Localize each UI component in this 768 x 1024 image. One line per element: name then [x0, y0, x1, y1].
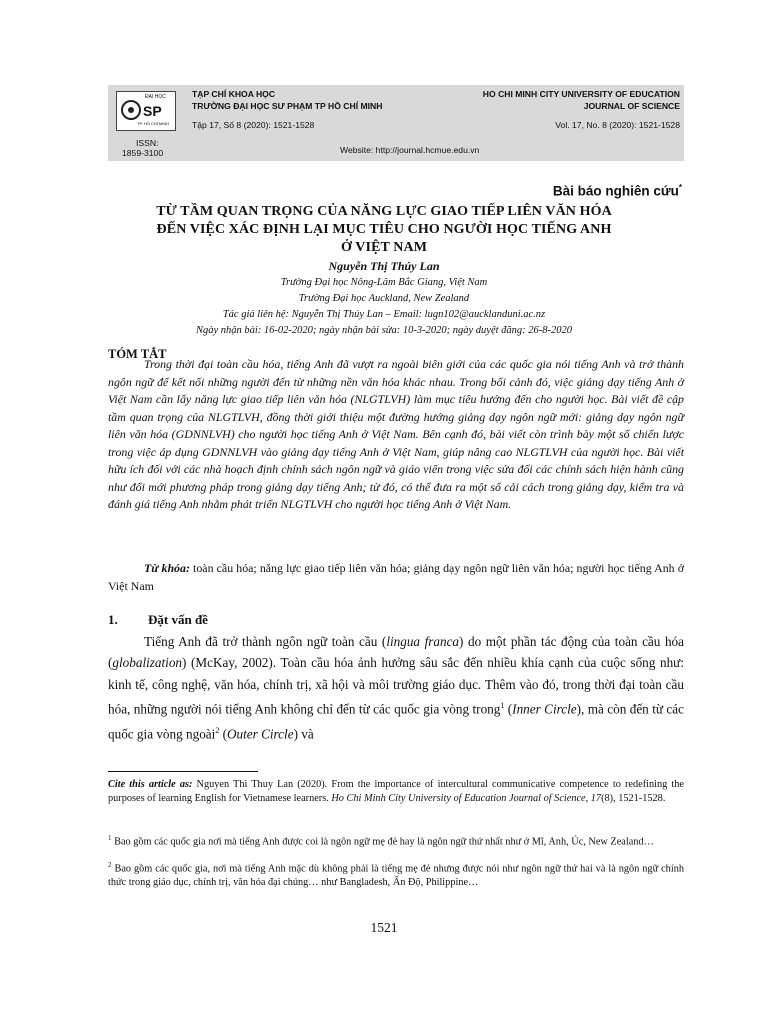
issn-number: 1859-3100: [122, 148, 164, 158]
journal-en-title-1: HO CHI MINH CITY UNIVERSITY OF EDUCATION: [482, 89, 680, 99]
article-type-label: Bài báo nghiên cứu: [552, 183, 679, 199]
logo-text-bottom: TP. HỒ CHÍ MINH: [137, 121, 170, 126]
footnote-2: $^2$ Bao gồm các quốc gia, nơi mà tiếng Anh mặc dù không phải là tiếng mẹ đẻ nhưng được nói như ngôn ngữ thứ hai và là ngôn ngữ chính thức trong giáo dục, chính trị, văn hóa đại chúng… như Bangladesh, Ấn Độ, Philippine…: [108, 861, 684, 888]
submission-dates: Ngày nhận bài: 16-02-2020; ngày nhận bài sửa: 10-3-2020; ngày duyệt đăng: 26-8-2020: [195, 325, 573, 336]
journal-en-title-2: JOURNAL OF SCIENCE: [583, 101, 680, 111]
university-logo: [116, 91, 176, 131]
section-title: Đặt vấn đề: [148, 612, 208, 627]
article-type: [553, 183, 682, 199]
journal-header: [108, 85, 684, 161]
footnote-divider: [108, 771, 258, 772]
section-paragraph: Tiếng Anh đã trở thành ngôn ngữ toàn cầu (lingua franca) do một phần tác động của toàn cầu hóa (globalization) (McKay, 2002). Toàn cầu hóa ảnh hưởng sâu sắc đến nhiều khía cạnh của cuộc sống như: kinh tế, công nghệ, văn hóa, chính trị, xã hội và môi trường giáo dục. Thêm vào đó, trong thời đại toàn cầu hóa, những người nói tiếng Anh không chỉ đến từ các quốc gia vòng trong$^1$ (Inner Circle), mà còn đến từ các quốc gia vòng ngoài$^2$ (Outer Circle) và: [108, 634, 684, 741]
issn-label: ISSN:: [136, 138, 159, 148]
affiliation-1: Trường Đại học Nông-Lâm Bắc Giang, Việt Nam: [280, 277, 488, 288]
affiliation-2: Trường Đại học Auckland, New Zealand: [298, 293, 470, 304]
keywords-label: Từ khóa:: [144, 561, 190, 575]
article-title-line-1: TỪ TẦM QUAN TRỌNG CỦA NĂNG LỰC GIAO TIẾP LIÊN VĂN HÓA: [156, 204, 612, 219]
article-title-line-2: ĐẾN VIỆC XÁC ĐỊNH LẠI MỤC TIÊU CHO NGƯỜI HỌC TIẾNG ANH: [156, 222, 612, 237]
abstract-heading: TÓM TẮT: [108, 347, 167, 361]
emblem-icon: [121, 100, 141, 120]
article-title-line-3: Ở VIỆT NAM: [340, 240, 428, 255]
abstract-text: [108, 356, 684, 514]
cite-end: (8), 1521-1528.: [601, 792, 666, 804]
corresponding-author: Tác giả liên hệ: Nguyễn Thị Thúy Lan – Email: lugn102@aucklanduni.ac.nz: [222, 309, 546, 320]
journal-vn-title-1: TẠP CHÍ KHOA HỌC: [192, 89, 276, 99]
cite-journal: Ho Chi Minh City University of Education Journal of Science, 17: [331, 792, 602, 804]
section-heading: [108, 612, 208, 628]
logo-text-top: ĐẠI HỌC: [145, 94, 166, 100]
journal-vn-issue: Tập 17, Số 8 (2020): 1521-1528: [192, 120, 315, 130]
keywords-list: toàn cầu hóa; năng lực giao tiếp liên văn hóa; giảng dạy ngôn ngữ liên văn hóa; người học tiếng Anh ở Việt Nam: [108, 561, 684, 593]
article-type-mark: *: [678, 183, 682, 192]
journal-website: Website: http://journal.hcmue.edu.vn: [340, 145, 480, 155]
logo-text-sp: SP: [143, 103, 162, 119]
abstract-body: Trong thời đại toàn cầu hóa, tiếng Anh đã vượt ra ngoài biên giới của các quốc gia nói tiếng Anh và trở thành ngôn ngữ để kết nối những người đến từ những nền văn hóa khác nhau. Trong bối cảnh đó, việc giảng dạy tiếng Anh ở Việt Nam cần lấy năng lực giao tiếp liên văn hóa (NLGTLVH) làm mục tiêu hướng đến cho người học. Bài viết đề cập tầm quan trọng của NLGTLVH, đồng thời giới thiệu một đường hướng giảng dạy ngôn ngữ mới: giảng dạy ngôn ngữ liên văn hóa (GDNNLVH) cho người học tiếng Anh ở Việt Nam. Bên cạnh đó, bài viết còn trình bày một số chiến lược trong việc áp dụng GDNNLVH vào giảng dạy tiếng Anh ở Việt Nam, giúp nâng cao NLGTLVH của người học. Bài viết hữu ích đối với các nhà hoạch định chính sách ngôn ngữ và giáo viên trong việc sửa đổi các chính sách hiện hành cũng như đổi mới phương pháp trong giảng dạy tiếng Anh; từ đó, có thể đưa ra một số cải cách trong giảng dạy, kiểm tra và đánh giá tiếng Anh nhằm phát triển NLGTLVH cho người học tiếng Anh ở Việt Nam.: [108, 357, 684, 511]
journal-vn-title-2: TRƯỜNG ĐẠI HỌC SƯ PHẠM TP HỒ CHÍ MINH: [192, 101, 383, 111]
footnote-1: $^1$ Bao gồm các quốc gia nơi mà tiếng Anh được coi là ngôn ngữ mẹ đẻ hay là ngôn ngữ thứ nhất như ở Mĩ, Anh, Úc, New Zealand…: [108, 834, 654, 848]
cite-label: Cite this article as:: [108, 779, 193, 790]
journal-en-issue: Vol. 17, No. 8 (2020): 1521-1528: [555, 120, 680, 130]
citation-note: [108, 778, 684, 805]
author-name: Nguyễn Thị Thúy Lan: [328, 259, 440, 273]
section-number: 1.: [108, 612, 118, 627]
page-number: 1521: [370, 920, 398, 935]
keywords: [108, 560, 684, 595]
cite-text: Nguyen Thi Thuy Lan (2020). From the importance of intercultural communicative competence to redefining the purposes of learning English for Vietnamese learners.: [108, 779, 684, 804]
